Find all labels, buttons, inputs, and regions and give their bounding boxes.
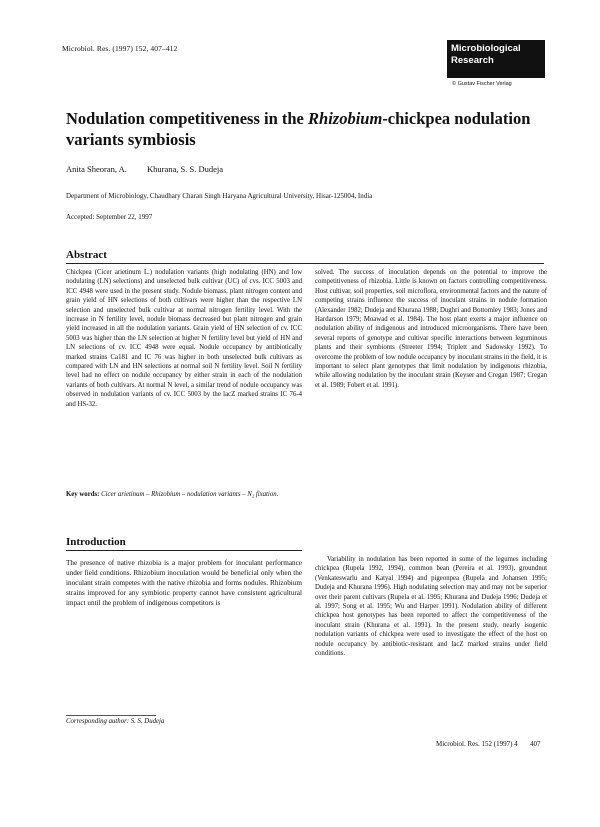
abstract-heading: Abstract [66,249,107,261]
accepted-date: Accepted: September 22, 1997 [66,213,153,221]
introduction-text-left: The presence of native rhizobia is a major problem for inoculant performance under field conditions. Rhizobium inoculation would be beneficial only when the inoculant strain competes with the native rhizobia and forms nodules. Rhizobium strains improved for any symbiotic property cannot have consistent agricultural impact until the problem of indigenous competitors is [66,559,302,607]
keywords-text: Cicer arietinum – Rhizobium – nodulation variants – N₂ fixation. [101,491,279,498]
abstract-text: Chickpea (Cicer arietinum L.) nodulation variants (high nodulating (HN) and low nodulating (LN) selections) and unselected bulk cultivar (UC) of cvs. ICC 5003 and ICC 4948 were used in the present study. Nodule biomass, plant nitrogen content and grain yield of HN selections of both cultivars were higher than the respective LN selection and unselected bulk cultivar at normal nitrogen fertility level. With the increase in N fertility level, nodule biomass decreased but plant nitrogen and grain yield increased in all the nodulation variants. Grain yield of HN selection of cv. ICC 5003 was higher than the LN selection at higher N fertility level but yield of HN and LN selections of cv. ICC 4948 were equal. Nodule occupancy by antibiotically marked strains Ca181 and IC 76 was higher in both unselected bulk cultivars as compared with LN and HN selections at normal soil N fertility level. Soil N fertility level had no effect on nodule occupancy by either strain in each of the nodulation variants of both cultivars. At normal N level, a similar trend of nodule occupancy was observed in nodulation variants of cv. ICC 5003 by the lacZ marked strains IC 76-4 and HS-32. [66,269,302,408]
introduction-text-right-2: Variability in nodulation has been reported in some of the legumes including chickpea (Rupela 1992, 1994), common bean (Pereira et al. 1993), groundnut (Venkateswarlu and Katyal 1994) and pigeonpea (Rupela and Johansen 1995; Dudeja and Khurana 1996). High nodulating selection may and may not be superior over their parent cultivars (Rupela et al. 1995; Khurana and Dudeja 1996; Dudeja et al. 1997; Song et al. 1995; Wu and Harper 1991). Nodulation ability of different chickpea host genotypes has been reported to affect the competitiveness of the inoculant strain (Khurana et al. 1991). In the present study, nearly isogenic nodulation variants of chickpea were used to investigate the effect of the host on nodule occupancy by antibiotic-resistant and lacZ marked strains under field conditions. [315,556,547,658]
keywords-label: Key words: [66,491,100,498]
keywords [66,490,302,499]
title-part-2: -chickpea nodulation variants symbiosis [66,109,531,149]
journal-logo-line2: Research [451,55,494,66]
author-affiliation: Department of Microbiology, Chaudhary Charan Singh Haryana Agricultural University, Hisar-125004, India [66,192,373,200]
journal-logo-line1: Microbiological [451,43,521,54]
footer-citation: Microbiol. Res. 152 (1997) 4 [436,740,518,748]
corresponding-author-footnote: Corresponding author: S. S. Dudeja [66,718,165,725]
author-list [66,164,241,174]
publisher-line: © Gustav Fischer Verlag [452,81,512,87]
journal-citation: Microbiol. Res. (1997) 152, 407–412 [62,44,178,53]
title-part-1: Nodulation competitiveness in the [66,109,309,128]
author-2: Khurana, S. S. Dudeja [147,164,224,174]
introduction-divider [66,550,302,551]
article-title [66,108,536,150]
author-1: Anita Sheoran, A. [66,164,127,174]
footnote-divider [66,715,156,716]
title-italic-genus: Rhizobium [308,109,383,128]
journal-logo-text [451,43,521,67]
introduction-heading: Introduction [66,536,126,548]
introduction-text-right-1: solved. The success of inoculation depends on the potential to improve the competitiveness of rhizobia. Little is known on factors controlling competitiveness. Host cultivar, soil properties, soil microflora, environmental factors and the nature of competing strains influence the success of inoculant strains in nodule formation (Alexander 1982; Dudeja and Khurana 1988; Dughri and Bottomley 1983; Jones and Hardarson 1979; Moawad et al. 1984). The host plant exerts a major influence on nodulation ability of indigenous and introduced microorganisms. There have been several reports of genotype and cultivar specific interactions between leguminous plants and their symbionts (Streeter 1994; Triplett and Sadowsky 1992). To overcome the problem of low nodule occupancy by inoculant strains in the field, it is important to select plant genotypes that limit nodulation by indigenous rhizobia, while allowing nodulation by the inoculant strain (Keyser and Cregan 1987; Cregan et al. 1989; Fobert et al. 1991). [315,269,547,389]
page-number: 407 [530,740,541,748]
abstract-divider [66,263,544,264]
